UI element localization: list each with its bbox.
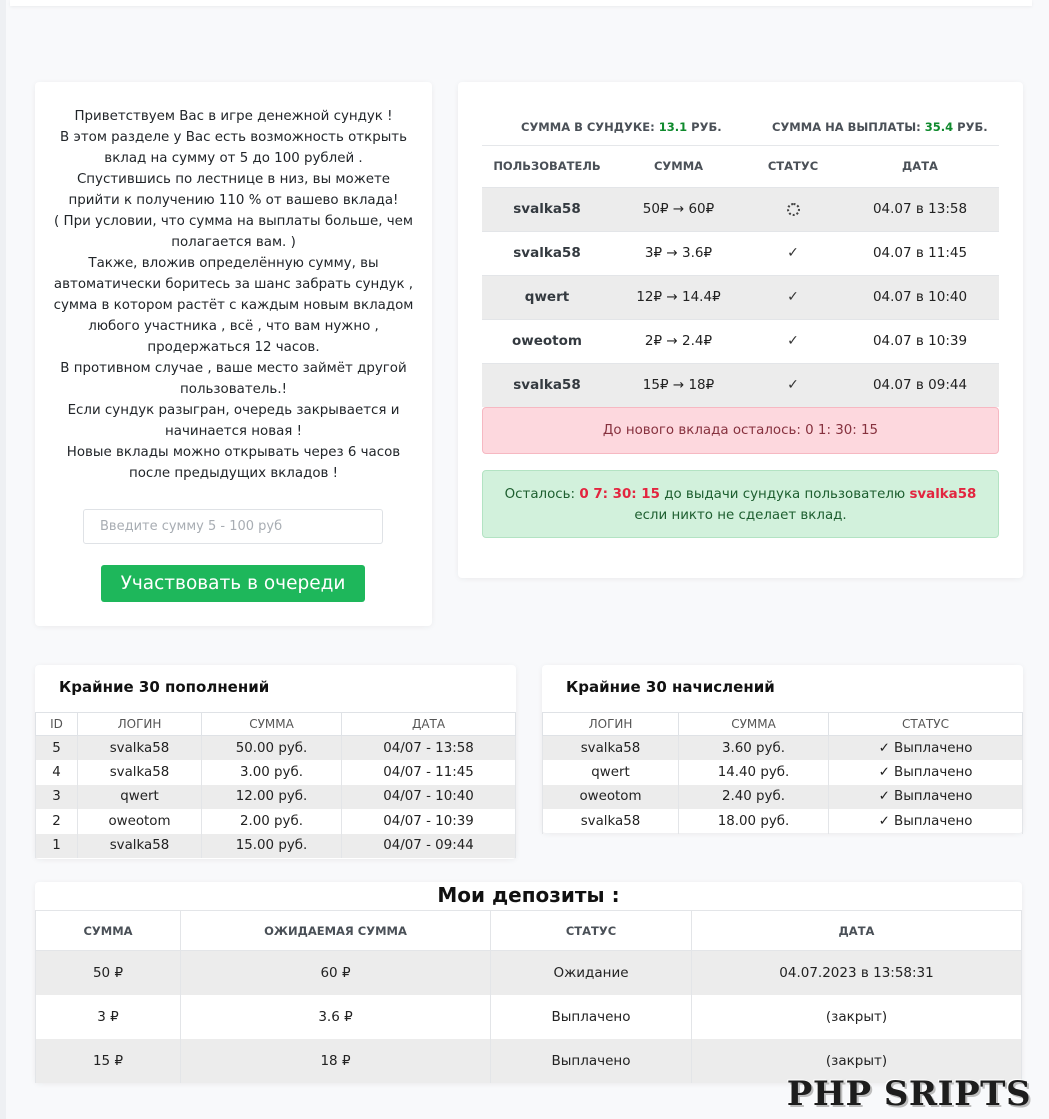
deposit-sum: 2.00 руб. [202, 809, 342, 834]
my-deposit-expected: 60 ₽ [181, 951, 491, 995]
payout-sum: 18.00 руб. [679, 809, 829, 834]
my-deposit-status: Выплачено [491, 1039, 692, 1083]
my-deposit-sum: 3 ₽ [36, 995, 181, 1039]
my-deposit-sum: 50 ₽ [36, 951, 181, 995]
recent-payouts-card [542, 665, 1023, 833]
chest-countdown-alert [482, 470, 999, 538]
queue-date: 04.07 в 10:40 [841, 275, 999, 319]
amount-input[interactable] [83, 509, 383, 544]
queue-sum: 12₽ → 14.4₽ [612, 275, 745, 319]
column-header: СУММА [653, 159, 704, 174]
queue-user: svalka58 [482, 231, 612, 275]
my-deposits-card [35, 882, 1022, 1083]
deposit-date: 04/07 - 10:39 [342, 809, 516, 834]
deposit-login: svalka58 [78, 834, 202, 859]
check-icon: ✓ [787, 289, 799, 305]
remain-prefix: Осталось: [504, 487, 576, 502]
deposit-date: 04/07 - 09:44 [342, 834, 516, 859]
queue-user: qwert [482, 275, 612, 319]
deposit-date: 04/07 - 11:45 [342, 760, 516, 785]
top-bar [10, 0, 1032, 6]
check-icon: ✓ [787, 377, 799, 394]
remain-user: svalka58 [909, 487, 977, 502]
table-row [482, 363, 999, 407]
chest-sum-label: СУММА В СУНДУКЕ: [521, 120, 655, 134]
deposit-id: 5 [36, 736, 78, 761]
table-row [482, 187, 999, 231]
info-paragraph: Приветствуем Вас в игре денежной сундук ! В этом разделе у Вас есть возможность открыть вклад на сумму от 5 до 100 рублей . Спустившись по лестнице в низ, вы можете прийти к получению 110 % от вашево вклада! ( При условии, что сумма на выплаты больше, чем полагается вам. ) Также, вложив определённую сумму, вы автоматически боритесь за шанс забрать сундук , сумма в котором растёт с каждым новым вкладом любого участника , всё , что вам нужно , продержаться 12 часов. В противном случае , ваше место займёт другой пользователь.! Если сундук разыгран, очередь закрывается и начинается новая ! Новые вклады можно открывать через 6 часов после предыдущих вкладов ! [53, 109, 414, 481]
watermark-logo: PHP SRIPTS [786, 1074, 1031, 1114]
deposit-id: 2 [36, 809, 78, 834]
column-header: СУММА [36, 911, 181, 951]
queue-status [745, 319, 841, 363]
column-header: СУММА [679, 713, 829, 736]
recent-payouts-table [542, 712, 1023, 834]
info-card [35, 82, 432, 626]
my-deposits-title: Мои депозиты : [437, 883, 620, 907]
recent-deposits-card [35, 665, 516, 859]
table-row [543, 760, 1023, 785]
queue-status [745, 231, 841, 275]
payout-sum-label: СУММА НА ВЫПЛАТЫ: [772, 120, 921, 134]
my-deposit-status: Выплачено [491, 995, 692, 1039]
payout-sum-unit: РУБ. [957, 120, 988, 134]
chest-sum-value: 13.1 [658, 120, 688, 134]
deposit-date: 04/07 - 13:58 [342, 736, 516, 761]
column-header: ЛОГИН [543, 713, 679, 736]
payout-sum [772, 120, 988, 134]
my-deposit-expected: 18 ₽ [181, 1039, 491, 1083]
my-deposit-expected: 3.6 ₽ [181, 995, 491, 1039]
remain-suffix: если никто не сделает вклад. [634, 508, 847, 523]
my-deposit-status: Ожидание [491, 951, 692, 995]
queue-user: svalka58 [482, 187, 612, 231]
deposit-id: 4 [36, 760, 78, 785]
column-header: ДАТА [902, 159, 938, 174]
recent-deposits-table [35, 712, 516, 858]
deposit-id: 3 [36, 785, 78, 810]
column-header: ЛОГИН [78, 713, 202, 736]
info-text [53, 106, 414, 484]
loading-spinner-icon [787, 203, 800, 216]
deposit-sum: 3.00 руб. [202, 760, 342, 785]
column-header: ПОЛЬЗОВАТЕЛЬ [493, 159, 601, 174]
deposit-id: 1 [36, 834, 78, 859]
my-deposits-table [35, 910, 1022, 1083]
payout-status: ✓ Выплачено [829, 760, 1023, 785]
table-row [543, 736, 1023, 761]
queue-user: oweotom [482, 319, 612, 363]
table-row [36, 834, 516, 859]
queue-sum: 15₽ → 18₽ [612, 363, 745, 407]
table-row [482, 231, 999, 275]
table-row [36, 951, 1022, 995]
column-header: ОЖИДАЕМАЯ СУММА [181, 911, 491, 951]
my-deposit-sum: 15 ₽ [36, 1039, 181, 1083]
queue-sum: 2₽ → 2.4₽ [612, 319, 745, 363]
table-row [482, 275, 999, 319]
deposit-sum: 50.00 руб. [202, 736, 342, 761]
my-deposit-date: (закрыт) [692, 995, 1022, 1039]
table-row [36, 785, 516, 810]
payout-login: oweotom [543, 785, 679, 810]
check-icon: ✓ [787, 333, 799, 349]
recent-payouts-title: Крайние 30 начислений [566, 678, 775, 696]
column-header: СТАТУС [767, 159, 819, 174]
deposit-login: oweotom [78, 809, 202, 834]
deposit-sum: 12.00 руб. [202, 785, 342, 810]
payout-status: ✓ Выплачено [829, 809, 1023, 834]
table-row [36, 736, 516, 761]
queue-date: 04.07 в 09:44 [841, 363, 999, 407]
payout-sum: 2.40 руб. [679, 785, 829, 810]
next-deposit-timer: До нового вклада осталось: 0 1: 30: 15 [482, 407, 999, 454]
payout-sum: 3.60 руб. [679, 736, 829, 761]
deposit-date: 04/07 - 10:40 [342, 785, 516, 810]
deposit-sum: 15.00 руб. [202, 834, 342, 859]
table-row [543, 809, 1023, 834]
deposit-login: qwert [78, 785, 202, 810]
payout-sum-value: 35.4 [924, 120, 954, 134]
queue-status [745, 363, 841, 407]
check-icon: ✓ [787, 245, 799, 261]
join-queue-button[interactable]: Участвовать в очереди [101, 565, 365, 602]
queue-sum: 50₽ → 60₽ [612, 187, 745, 231]
my-deposit-date: (закрыт) [692, 1039, 1022, 1083]
chest-sum [521, 120, 722, 134]
queue-date: 04.07 в 11:45 [841, 231, 999, 275]
queue-date: 04.07 в 10:39 [841, 319, 999, 363]
remain-middle: до выдачи сундука пользователю [664, 487, 906, 502]
payout-status: ✓ Выплачено [829, 785, 1023, 810]
chest-sum-unit: РУБ. [691, 120, 722, 134]
remain-time: 0 7: 30: 15 [579, 487, 660, 502]
column-header: СТАТУС [829, 713, 1023, 736]
column-header: ДАТА [342, 713, 516, 736]
recent-deposits-title: Крайние 30 пополнений [59, 678, 270, 696]
table-row [36, 760, 516, 785]
column-header: ДАТА [692, 911, 1022, 951]
column-header: СТАТУС [491, 911, 692, 951]
payout-login: qwert [543, 760, 679, 785]
queue-status [745, 187, 841, 231]
queue-date: 04.07 в 13:58 [841, 187, 999, 231]
queue-table [482, 146, 999, 407]
table-row [543, 785, 1023, 810]
queue-status [745, 275, 841, 319]
queue-sum: 3₽ → 3.6₽ [612, 231, 745, 275]
table-row [36, 809, 516, 834]
left-border [0, 0, 6, 1119]
deposit-login: svalka58 [78, 760, 202, 785]
payout-login: svalka58 [543, 809, 679, 834]
payout-sum: 14.40 руб. [679, 760, 829, 785]
my-deposit-date: 04.07.2023 в 13:58:31 [692, 951, 1022, 995]
payout-status: ✓ Выплачено [829, 736, 1023, 761]
queue-user: svalka58 [482, 363, 612, 407]
deposit-login: svalka58 [78, 736, 202, 761]
column-header: ID [36, 713, 78, 736]
column-header: СУММА [202, 713, 342, 736]
chest-card [458, 82, 1023, 578]
chest-summary [482, 118, 999, 146]
payout-login: svalka58 [543, 736, 679, 761]
table-row [482, 319, 999, 363]
table-row [36, 995, 1022, 1039]
